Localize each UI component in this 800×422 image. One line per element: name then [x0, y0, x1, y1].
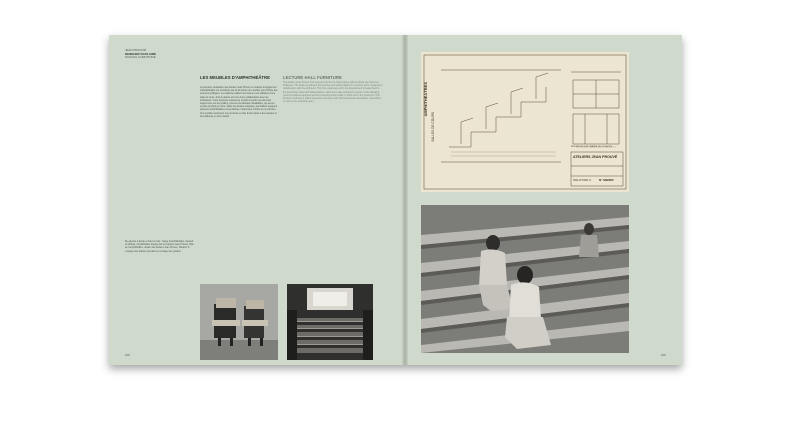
book-spread [109, 35, 682, 365]
blueprint-side-subtitle: SALLES DE COURS [431, 112, 435, 142]
body-text-fr: La première réalisation des Ateliers Jean Prouvé en matière d'équipement d'amphithéâtre est constituée par la fourniture de meubles pour l'École des sciences politiques. Les ateliers réalisent les bancs et les tablettes d'une salle de cours, dont le dessin est issu d'une collaboration avec les architectes. Cette première expérience conduit à mettre au point des sièges fixés sur les gradins, pourvus de tablettes rabattables, qui seront ensuite produits en série. Dans les années suivantes, les Ateliers équipent plusieurs amphithéâtres universitaires, notamment à Paris et en province. Ces meubles associent une structure en tôle d'acier pliée à des assises et des tablettes en bois massif. [200, 87, 278, 118]
blueprint-solution: SOLUTION 3 [573, 178, 591, 182]
section-title-fr: LES MEUBLES D'AMPHITHÉÂTRE [200, 75, 271, 80]
workers-photo [421, 205, 629, 353]
body-text-en: The Ateliers Jean Prouvé first ventured into lecture hall furniture with the École des Sciences Politiques. The Ateliers produced the benches and writing tablets for a lecture room, designed in collaboration with the architects. This first experience led to the development of seats fixed to the tiered floor, fitted with folding tablets, which were later produced in series. In the following years the Ateliers equipped several university lecture halls, in Paris and in the provinces. This furniture combines a folded sheet-steel structure with solid wood seats and tablets, assembled on site by the workshop team. [283, 82, 383, 104]
photo-caption: De gauche à droite et haut en bas : Siège d'amphithéâtre, fauteuil et tablette. Amphithéâtre équipé par les Ateliers Jean Prouvé. Plan de l'amphithéâtre, dessin des Ateliers Jean Prouvé, Solution 3. L'équipe des Ateliers pendant le montage des gradins. [125, 241, 194, 253]
page-number-right: 109 [661, 353, 666, 357]
lecture-hall-photo [287, 284, 373, 360]
book-fold [402, 35, 408, 365]
blueprint-drawing [421, 52, 629, 192]
header-title: MOBILIER SCOLAIRE [125, 51, 157, 56]
blueprint-company: ATELIERS JEAN PROUVÉ [573, 155, 618, 159]
header-subtitle: SCHOOL FURNITURE [125, 55, 156, 60]
chair-photo [200, 284, 278, 360]
blueprint-side-title: AMPHITHÉÂTRES [423, 82, 428, 117]
page-number-left: 108 [125, 353, 130, 357]
blueprint-ref: N° MB/605 [599, 178, 614, 182]
running-header [125, 49, 185, 60]
section-title-en: LECTURE HALL FURNITURE [283, 75, 342, 80]
header-author: JEAN PROUVÉ [125, 48, 147, 52]
blueprint-plan-label: ÉLÉVATION SUR TRAVÉE DE 4 PLACES [571, 146, 613, 148]
